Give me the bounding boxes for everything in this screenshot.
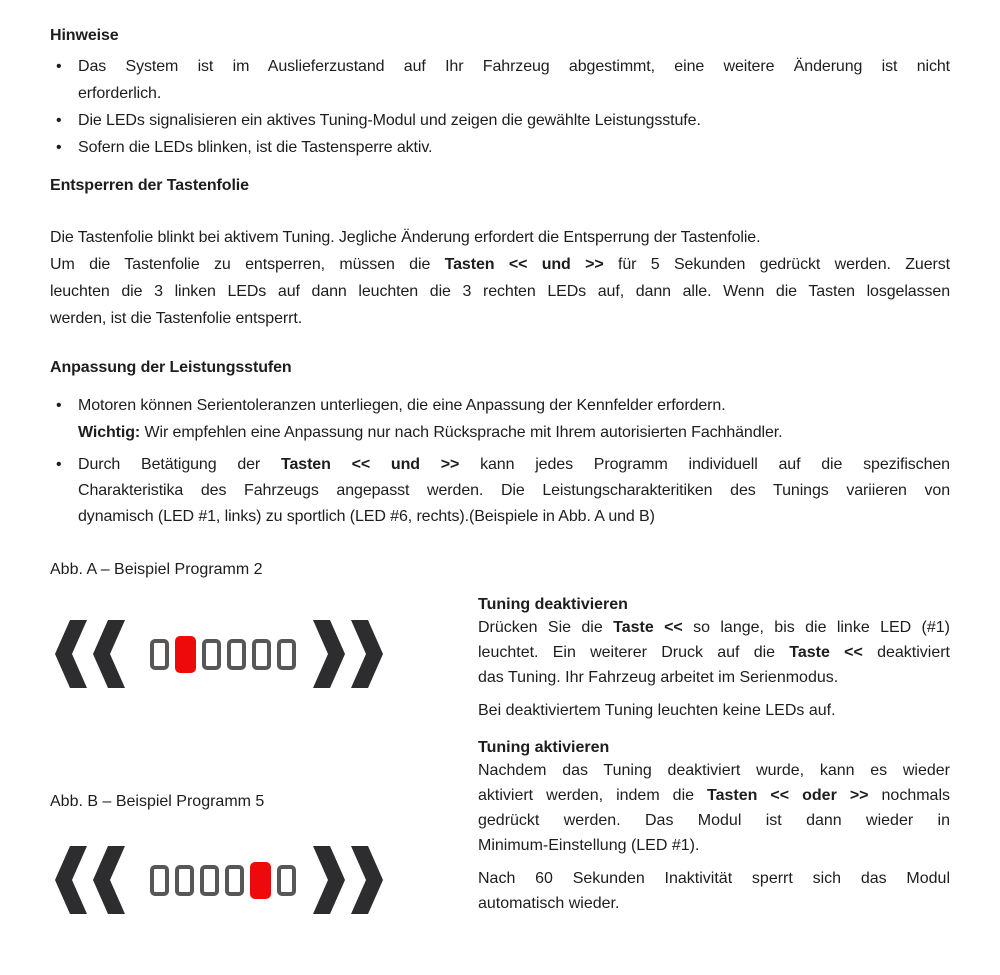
heading-tuning-aktivieren: Tuning aktivieren <box>478 739 610 756</box>
list-item <box>50 392 950 446</box>
text-line: Minimum-Einstellung (LED #1). <box>478 837 700 854</box>
section-heading-entsperren: Entsperren der Tastenfolie <box>50 177 249 194</box>
text-line: Die LEDs signalisieren ein aktives Tuning-Modul und zeigen die gewählte Leistungsstufe. <box>78 112 701 129</box>
paragraph-aktivieren <box>478 758 950 858</box>
text-segment: so lange, bis die linke LED (#1) <box>682 619 950 636</box>
bullet-icon: • <box>56 58 62 75</box>
text-line <box>50 251 950 278</box>
bullet-icon: • <box>56 112 62 129</box>
text-line: werden, ist die Tastenfolie entsperrt. <box>50 310 303 327</box>
text-line: Sofern die LEDs blinken, ist die Tastensperre aktiv. <box>78 139 433 156</box>
text-segment: Drücken Sie die <box>478 619 614 636</box>
led-3 <box>200 865 219 896</box>
text-line <box>78 419 950 446</box>
led-4 <box>225 865 244 896</box>
anpassung-bullet-1 <box>50 392 950 446</box>
led-row <box>150 861 296 899</box>
bullet-icon: • <box>56 139 62 156</box>
text-segment: Durch Betätigung der <box>78 456 281 473</box>
text-line <box>478 615 950 640</box>
led-1 <box>150 639 169 670</box>
double-chevron-left-icon <box>55 620 125 688</box>
led-5 <box>252 639 271 670</box>
figure-b-caption: Abb. B – Beispiel Programm 5 <box>50 793 265 810</box>
paragraph-inaktivitaet <box>478 866 950 916</box>
text-segment: leuchtet. Ein weiterer Druck auf die <box>478 644 790 661</box>
figure-a-caption: Abb. A – Beispiel Programm 2 <box>50 561 263 578</box>
text-line <box>78 452 950 478</box>
text-segment: für 5 Sekunden gedrückt werden. Zuerst <box>603 256 950 273</box>
text-segment: kann jedes Programm individuell auf die spezifischen <box>459 456 950 473</box>
text-line <box>478 640 950 665</box>
heading-tuning-deaktivieren: Tuning deaktivieren <box>478 596 628 613</box>
text-line: Das System ist im Auslieferzustand auf Ihr Fahrzeug abgestimmt, eine weitere Änderung ist nicht <box>78 58 950 75</box>
text-line: Charakteristika des Fahrzeugs angepasst werden. Die Leistungscharakteritiken des Tunings variieren von <box>78 482 950 499</box>
paragraph-deaktivieren <box>478 615 950 690</box>
text-line: leuchten die 3 linken LEDs auf dann leuchten die 3 rechten LEDs auf, dann alle. Wenn die Tasten losgelassen <box>50 283 950 300</box>
section-heading-anpassung: Anpassung der Leistungsstufen <box>50 359 292 376</box>
double-chevron-right-icon <box>313 620 383 688</box>
bullet-icon: • <box>56 397 62 414</box>
led-row <box>150 635 296 673</box>
double-chevron-left-icon <box>55 846 125 914</box>
led-3 <box>202 639 221 670</box>
text-line: automatisch wieder. <box>478 895 620 912</box>
figure-b-led-panel <box>55 846 383 914</box>
text-line: Nachdem das Tuning deaktiviert wurde, kann es wieder <box>478 762 950 779</box>
bullet-icon: • <box>56 456 62 473</box>
double-chevron-right-icon <box>313 846 383 914</box>
bold-text-tasten: Tasten << oder >> <box>707 787 869 804</box>
led-1 <box>150 865 169 896</box>
right-column <box>478 595 950 916</box>
text-segment: nochmals <box>868 787 951 804</box>
led-6 <box>277 639 296 670</box>
bold-text-tasten: Tasten << und >> <box>281 456 460 473</box>
bold-text-tasten: Tasten << und >> <box>444 256 604 273</box>
text-segment: Um die Tastenfolie zu entsperren, müssen die <box>50 256 445 273</box>
list-item <box>50 134 950 161</box>
list-item <box>50 107 950 134</box>
hinweise-bullet-list <box>50 53 950 161</box>
led-5-active <box>250 862 271 899</box>
bold-text-taste: Taste << <box>789 644 863 661</box>
text-segment: aktiviert werden, indem die <box>478 787 708 804</box>
text-line: dynamisch (LED #1, links) zu sportlich (LED #6, rechts).(Beispiele in Abb. A und B) <box>78 508 655 525</box>
text-line: das Tuning. Ihr Fahrzeug arbeitet im Serienmodus. <box>478 669 839 686</box>
anpassung-bullet-2 <box>50 452 950 530</box>
bold-text-taste: Taste << <box>613 619 683 636</box>
text-line: Motoren können Serientoleranzen unterliegen, die eine Anpassung der Kennfelder erfordern. <box>78 397 726 414</box>
list-item <box>50 452 950 530</box>
led-2 <box>175 865 194 896</box>
led-6 <box>277 865 296 896</box>
text-line: Nach 60 Sekunden Inaktivität sperrt sich das Modul <box>478 870 950 887</box>
figure-a-led-panel <box>55 620 383 688</box>
list-item <box>50 53 950 107</box>
text-line: Die Tastenfolie blinkt bei aktivem Tuning. Jegliche Änderung erfordert die Entsperrung der Tastenfolie. <box>50 229 761 246</box>
paragraph-keine-leds: Bei deaktiviertem Tuning leuchten keine LEDs auf. <box>478 702 836 719</box>
led-2-active <box>175 636 196 673</box>
entsperren-paragraph <box>50 224 950 332</box>
text-line <box>478 783 950 808</box>
text-segment: deaktiviert <box>862 644 950 661</box>
text-segment: Wir empfehlen eine Anpassung nur nach Rücksprache mit Ihrem autorisierten Fachhändler. <box>140 424 783 441</box>
text-line: erforderlich. <box>78 85 162 102</box>
text-line: gedrückt werden. Das Modul ist dann wieder in <box>478 812 950 829</box>
led-4 <box>227 639 246 670</box>
bold-text-wichtig: Wichtig: <box>78 424 141 441</box>
section-heading-hinweise: Hinweise <box>50 27 119 44</box>
